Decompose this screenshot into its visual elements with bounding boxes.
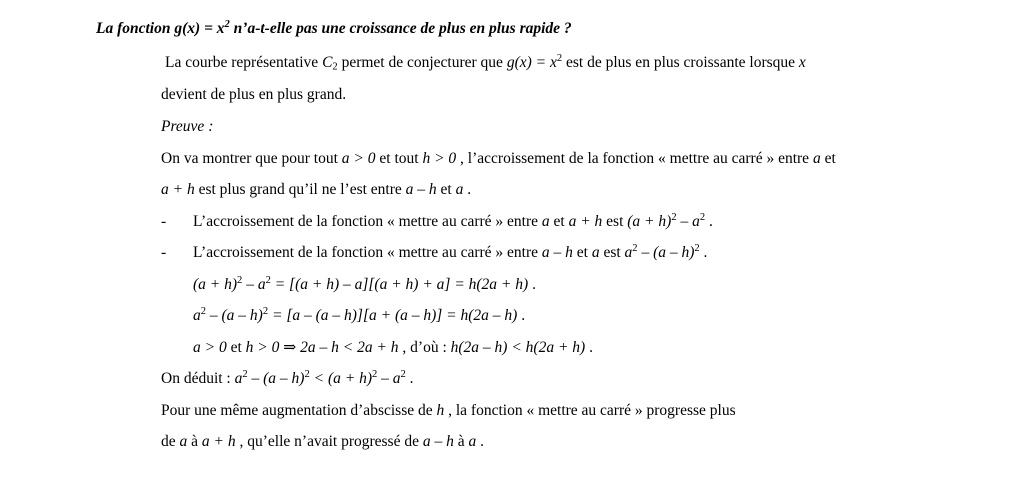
exponent: 2 [265, 275, 271, 287]
text: et [572, 244, 592, 261]
proof-statement-end [161, 180, 471, 200]
proof-heading: Preuve : [161, 118, 214, 135]
math-expression: a [193, 307, 201, 324]
paragraph-conjecture [165, 53, 806, 73]
math-inequality: h(2a – h) < h(2a + h) [450, 339, 586, 356]
math-expression: (a + h) [193, 276, 238, 293]
equation-1 [193, 275, 536, 295]
equation-2 [193, 306, 525, 326]
exponent: 2 [694, 243, 700, 255]
math-expression: a + h [161, 181, 195, 198]
title-function: g(x) = x [174, 20, 225, 37]
exponent: 2 [671, 212, 677, 224]
text: , d’où : [398, 339, 451, 356]
math-expression: a – h [422, 433, 454, 450]
text: et [820, 150, 836, 167]
title-text-1: La fonction [96, 20, 175, 37]
text: . [528, 276, 536, 293]
math-condition: h > 0 [245, 339, 280, 356]
section-title [96, 19, 572, 39]
exponent: 2 [371, 369, 378, 381]
curve-symbol: C [322, 54, 333, 71]
text: . [585, 339, 593, 356]
text: . [517, 307, 526, 324]
proof-statement [161, 149, 836, 169]
math-expression: a [624, 244, 633, 261]
math-expression: – (a – h) [247, 370, 305, 387]
text: et [226, 339, 246, 356]
math-expression: – a [676, 213, 700, 230]
math-expression: – a [377, 370, 401, 387]
math-inequality: 2a – h < 2a + h [300, 339, 399, 356]
math-expression: – a [242, 276, 266, 293]
math-expression: = [(a + h) – a][(a + h) + a] = h(2a + h) [270, 276, 529, 293]
bullet-dash: - [161, 244, 167, 261]
exponent: 2 [400, 369, 406, 381]
math-expression: a [234, 370, 243, 387]
text: . [705, 213, 713, 230]
math-expression: a + h [568, 213, 603, 230]
text: L’accroissement de la fonction « mettre au carré » entre [193, 244, 542, 261]
text: L’accroissement de la fonction « mettre au carré » entre [193, 213, 542, 230]
text: Pour une même augmentation d’abscisse de [161, 402, 437, 419]
math-expression: (a + h) [627, 213, 672, 230]
text: On va montrer que pour tout [161, 150, 342, 167]
text: . [699, 244, 708, 261]
text: . [463, 181, 472, 198]
text: est [599, 244, 625, 261]
text: est [602, 213, 628, 230]
text: et [436, 181, 456, 198]
bullet-text [193, 243, 707, 263]
title-exponent: 2 [224, 19, 230, 31]
math-variable: a [812, 150, 821, 167]
math-expression: – (a – h) [206, 307, 263, 324]
text: de [161, 433, 180, 450]
text: La courbe représentative [165, 54, 323, 71]
title-text-2: n’a-t-elle pas une croissance de plus en plus rapide ? [229, 20, 572, 37]
math-variable: a [591, 244, 600, 261]
bullet-text [193, 212, 713, 232]
function-expression: g(x) = x [506, 54, 557, 71]
math-expression: a – h [541, 244, 573, 261]
text: est plus grand qu’il ne l’est entre [194, 181, 406, 198]
text: et [549, 213, 569, 230]
math-expression: = [a – (a – h)][a + (a – h)] = h(2a – h) [268, 307, 518, 324]
implies-arrow-icon: ⇒ [279, 339, 301, 356]
exponent: 2 [262, 306, 269, 318]
text: , qu’elle n’avait progressé de [235, 433, 423, 450]
deduction-line [161, 369, 414, 389]
text: est de plus en plus croissante lorsque [562, 54, 799, 71]
text: . [476, 433, 484, 450]
math-expression: a + h [201, 433, 236, 450]
math-variable: a [541, 213, 550, 230]
math-expression: – (a – h) [637, 244, 695, 261]
math-condition: a > 0 [193, 339, 227, 356]
exponent: 2 [699, 212, 706, 224]
text: à [187, 433, 202, 450]
exponent: 2 [304, 369, 310, 381]
equation-3 [193, 338, 593, 358]
conclusion-line-1 [161, 401, 736, 421]
curve-subscript: 2 [332, 61, 338, 73]
math-condition: h > 0 [422, 150, 457, 167]
text: et tout [375, 150, 423, 167]
paragraph-conjecture-end: devient de plus en plus grand. [161, 86, 347, 103]
text: , la fonction « mettre au carré » progresse plus [444, 402, 736, 419]
text: . [405, 370, 414, 387]
math-expression: < (a + h) [309, 370, 372, 387]
text: On déduit : [161, 370, 235, 387]
variable-x: x [798, 54, 806, 71]
bullet-dash: - [161, 213, 167, 230]
math-condition: a > 0 [341, 150, 376, 167]
conclusion-line-2 [161, 432, 484, 452]
text: , l’accroissement de la fonction « mettre au carré » entre [456, 150, 813, 167]
math-variable: a [179, 433, 188, 450]
text: à [453, 433, 469, 450]
exponent: 2 [556, 53, 563, 65]
math-variable: a [455, 181, 464, 198]
math-variable: a [468, 433, 477, 450]
exponent: 2 [237, 275, 243, 287]
math-expression: a – h [405, 181, 437, 198]
text: permet de conjecturer que [337, 54, 507, 71]
exponent: 2 [632, 243, 638, 255]
exponent: 2 [242, 369, 248, 381]
exponent: 2 [200, 306, 207, 318]
math-variable: h [436, 402, 445, 419]
